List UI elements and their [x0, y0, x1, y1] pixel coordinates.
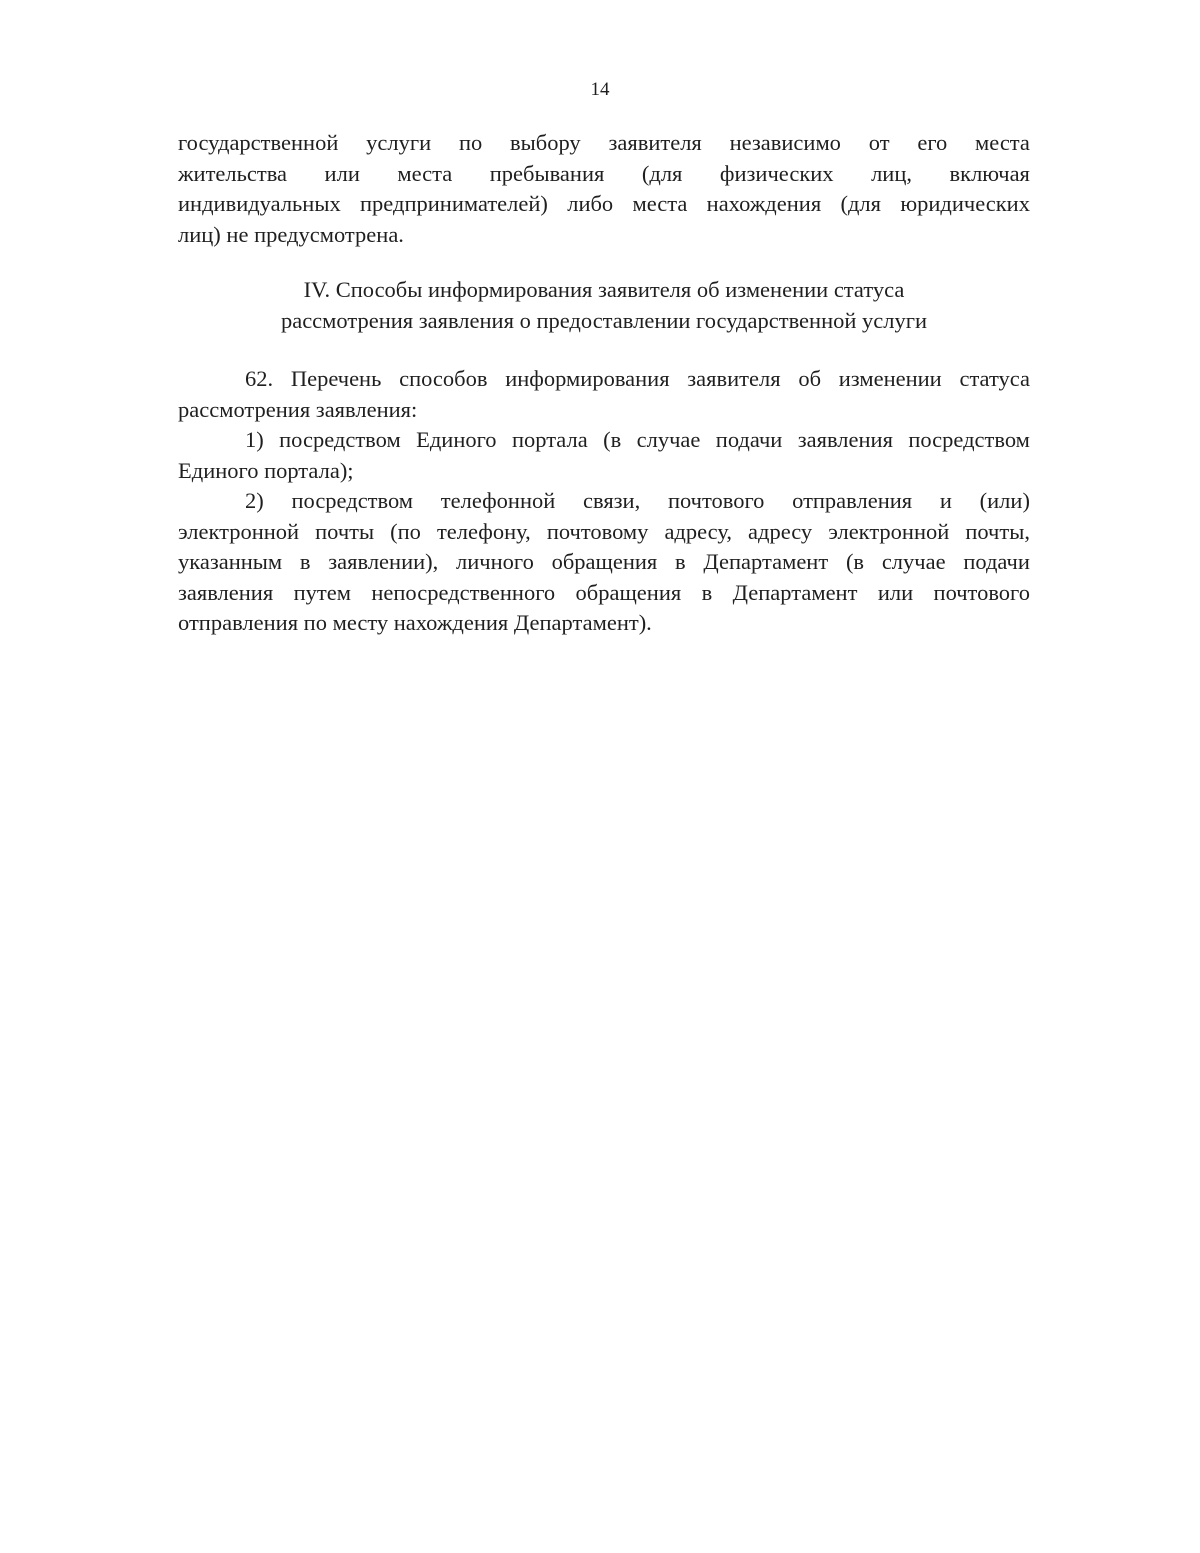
text-line [178, 578, 1030, 609]
word: путем [293, 579, 351, 605]
word: информирования [505, 366, 670, 391]
heading-line: рассмотрения заявления о предоставлении государственной услуги [280, 307, 928, 333]
text-line [178, 547, 1030, 578]
word: (для [641, 160, 683, 186]
text-line: отправления по месту нахождения Департамент). [178, 610, 652, 635]
word: в [701, 579, 713, 605]
word: способов [399, 366, 488, 391]
word: в [675, 549, 686, 574]
word: места [397, 160, 453, 186]
word: обращения [575, 579, 682, 605]
word: (или) [979, 488, 1030, 513]
word: отправления [792, 488, 913, 513]
text-line [178, 189, 1030, 220]
continuation-paragraph [178, 128, 1030, 250]
word: выбору [510, 130, 581, 155]
text-line [178, 517, 1030, 548]
word: 2) [245, 488, 264, 513]
text-line [178, 364, 1030, 395]
text-line [178, 159, 1030, 190]
word: его [917, 130, 948, 155]
word: почты, [965, 518, 1030, 544]
word: указанным [178, 549, 283, 574]
word: портала [511, 427, 588, 452]
word: или [324, 160, 360, 186]
word: физических [719, 160, 834, 186]
heading-line: IV. Способы информирования заявителя об изменении статуса [303, 277, 905, 302]
word: государственной [178, 130, 339, 155]
word: (в [845, 549, 865, 574]
word: телефонной [440, 488, 556, 513]
word: лиц, [871, 160, 912, 186]
text-line [178, 128, 1030, 159]
word: посредством [908, 427, 1030, 452]
word: либо [567, 191, 614, 216]
word: посредством [291, 488, 414, 513]
word: в [299, 549, 311, 574]
word: подачи [715, 427, 783, 452]
paragraph-62 [178, 364, 1030, 639]
word: (в [603, 427, 622, 452]
word: обращения [551, 549, 658, 574]
word: телефону, [436, 518, 531, 544]
word: почтовому [546, 518, 649, 544]
word: и [939, 488, 952, 513]
word: адресу [748, 518, 813, 544]
word: почтового [667, 488, 765, 513]
word: места [975, 130, 1030, 155]
list-item-2 [178, 486, 1030, 517]
text-line: лиц) не предусмотрена. [178, 221, 404, 247]
text-line: Единого портала); [178, 457, 354, 483]
word: по [458, 130, 483, 155]
word: 62. [245, 366, 274, 391]
word: личного [456, 549, 534, 574]
word: включая [949, 160, 1030, 186]
word: Департамент [703, 549, 829, 574]
word: об [798, 366, 822, 391]
text-line: рассмотрения заявления: [178, 396, 418, 422]
section-heading [178, 275, 1030, 336]
word: юридических [900, 191, 1030, 216]
word: пребывания [489, 160, 605, 186]
word: заявления [178, 579, 274, 605]
word: почты [315, 518, 375, 544]
word: изменении [838, 366, 942, 391]
word: случае [636, 427, 701, 452]
word: места [632, 191, 688, 216]
word: от [868, 130, 890, 155]
list-item-1 [178, 425, 1030, 456]
word: 1) [245, 427, 264, 452]
word: Перечень [290, 366, 382, 391]
word: услуги [366, 130, 432, 155]
page-number: 14 [590, 79, 610, 100]
word: индивидуальных [178, 191, 341, 216]
word: подачи [963, 549, 1030, 574]
word: предпринимателей) [360, 191, 548, 216]
word: нахождения [706, 191, 822, 216]
word: (по [390, 518, 421, 544]
word: случае [881, 549, 946, 574]
word: независимо [729, 130, 841, 155]
word: заявителя [608, 130, 702, 155]
word: посредством [279, 427, 401, 452]
word: Департамент [732, 579, 858, 605]
word: статуса [959, 366, 1030, 391]
word: (для [840, 191, 882, 216]
word: электронной [178, 518, 300, 544]
word: адресу, [664, 518, 732, 544]
word: или [877, 579, 914, 605]
word: заявлении), [328, 549, 439, 574]
word: почтового [933, 579, 1030, 605]
word: связи, [583, 488, 641, 513]
word: Единого [416, 427, 497, 452]
word: непосредственного [371, 579, 556, 605]
word: электронной [828, 518, 950, 544]
word: заявления [797, 427, 893, 452]
word: заявителя [687, 366, 781, 391]
word: жительства [178, 160, 288, 186]
